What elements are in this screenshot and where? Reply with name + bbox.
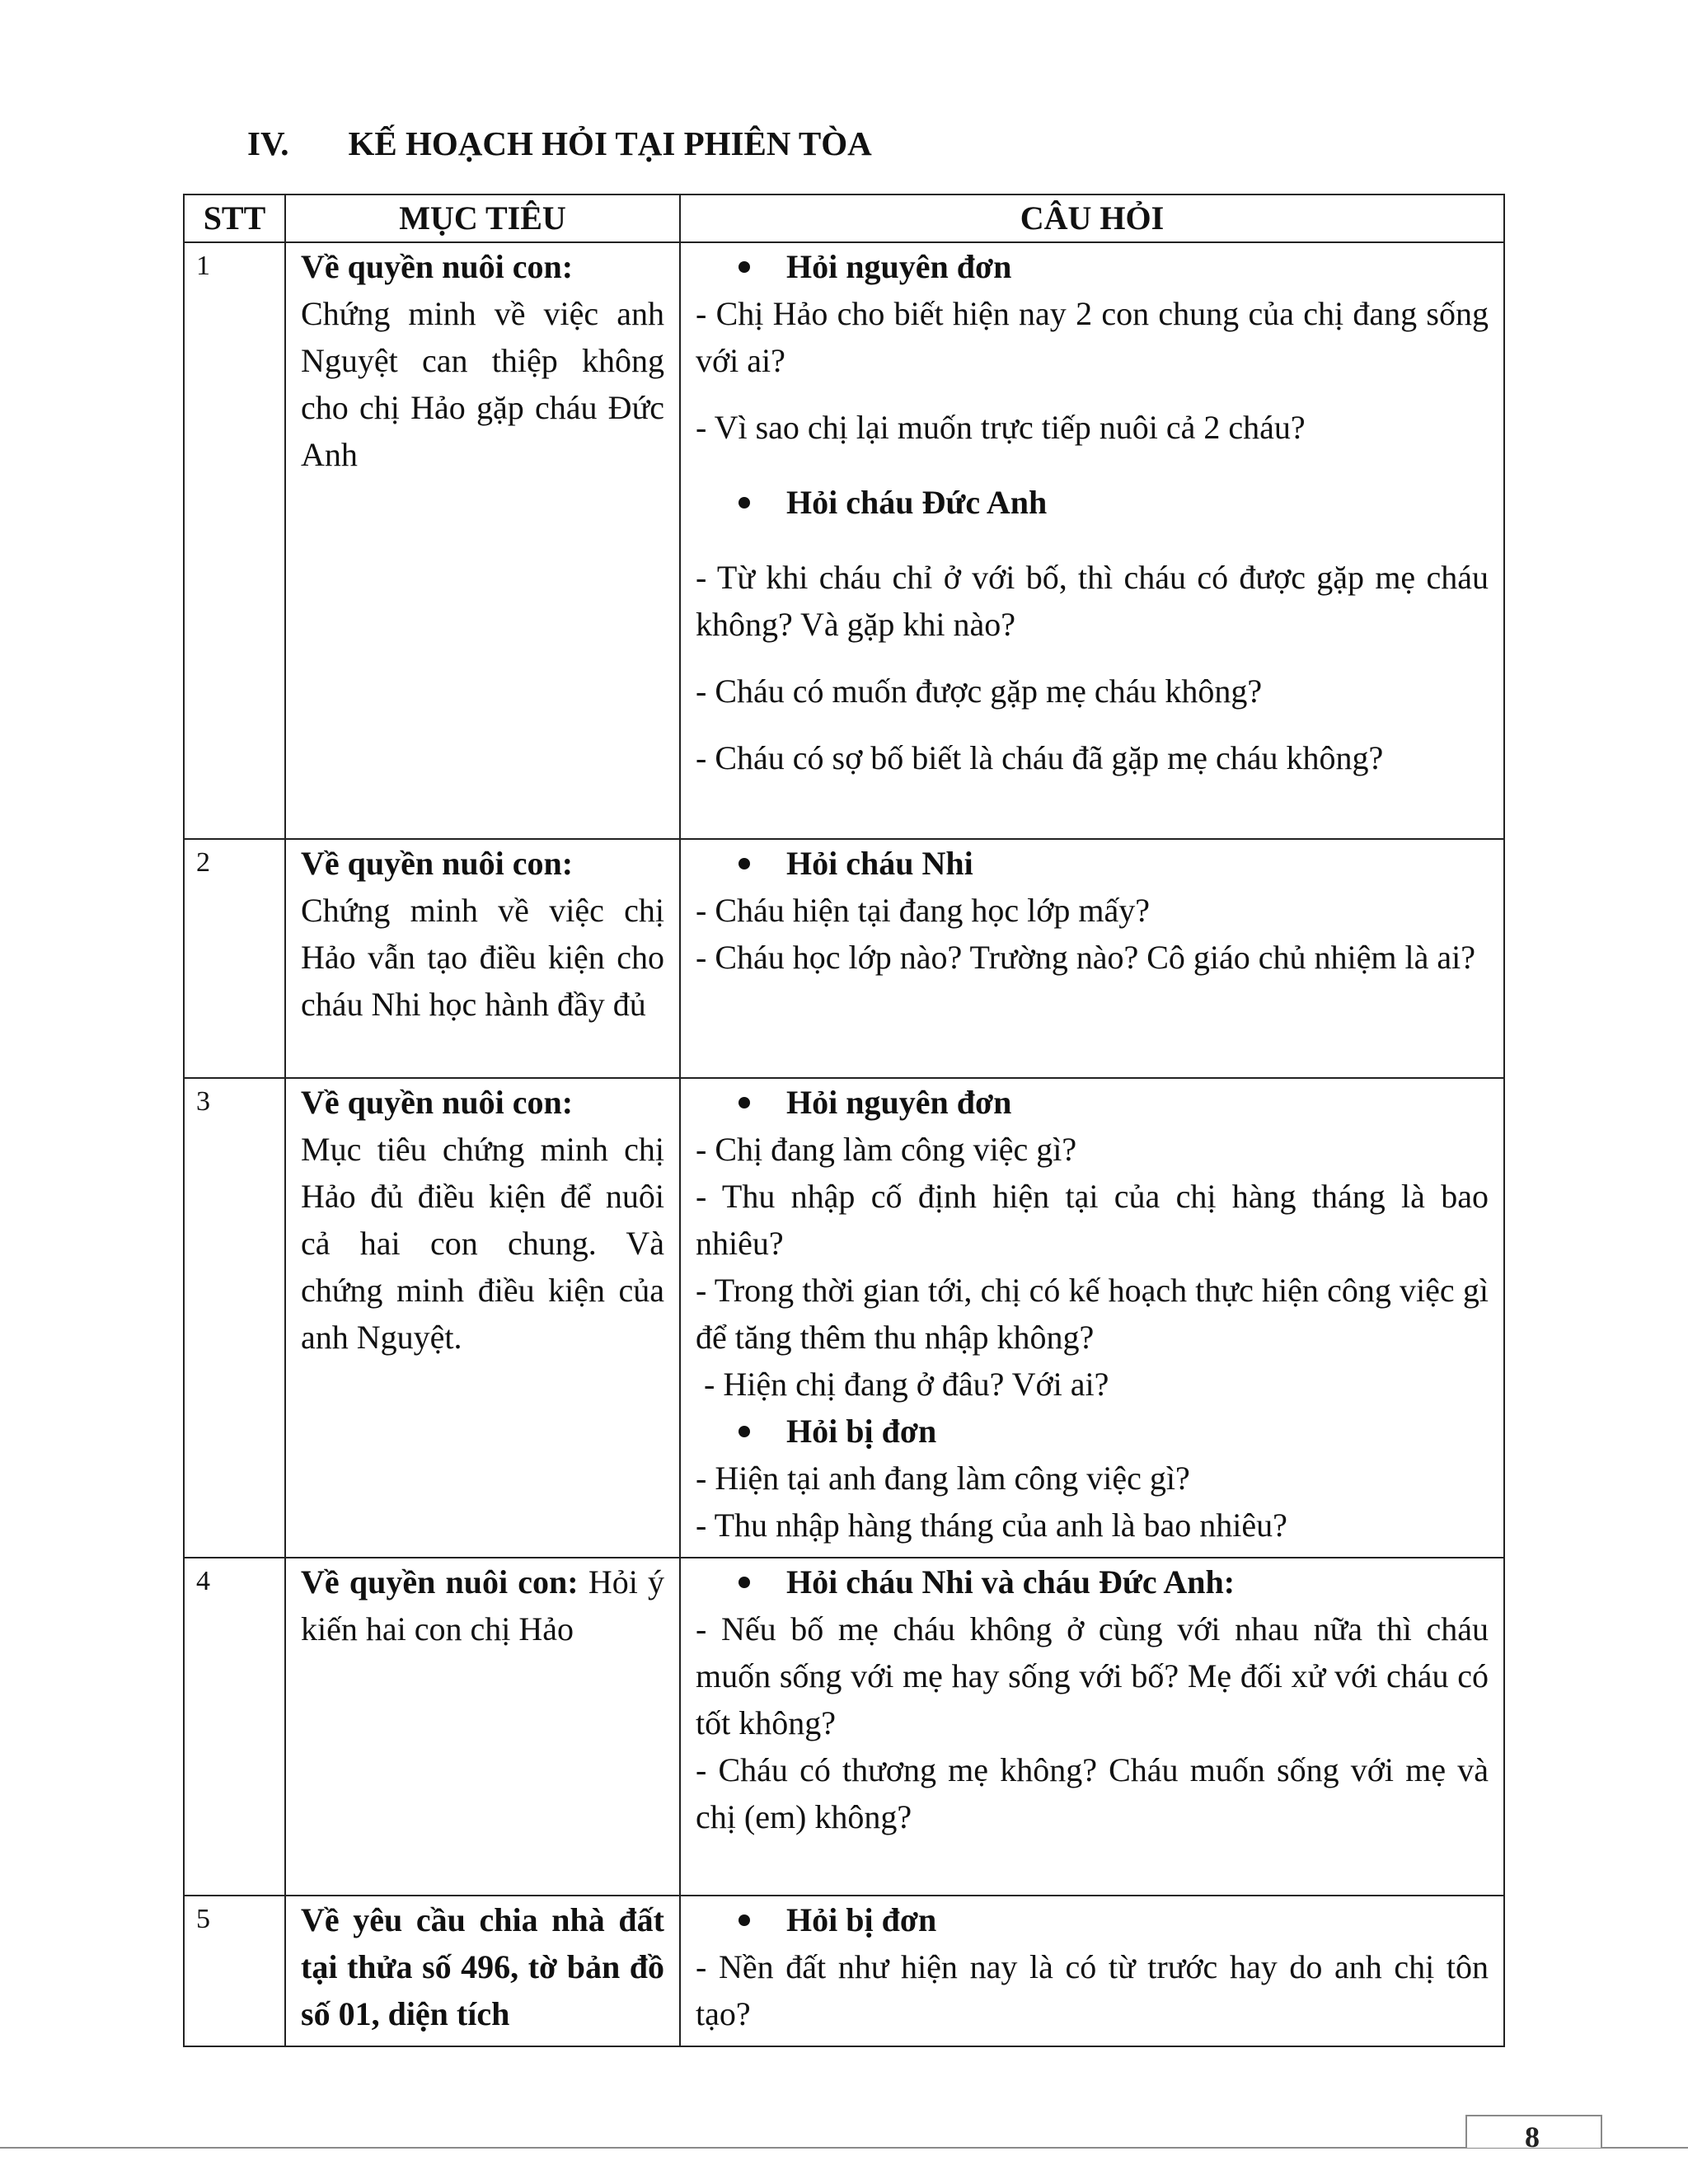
question-line: - Cháu hiện tại đang học lớp mấy? [696, 892, 1150, 929]
row-number: 5 [184, 1896, 285, 2046]
question-line: - Hiện chị đang ở đâu? Với ai? [696, 1366, 1109, 1403]
row-number: 1 [184, 242, 285, 839]
question-line: - Hiện tại anh đang làm công việc gì? [696, 1460, 1190, 1497]
bullet-icon [738, 1915, 750, 1926]
footer-rule [0, 2147, 1688, 2149]
table-header-row [184, 194, 1504, 242]
bullet-icon [738, 1577, 750, 1588]
goal-cell [285, 242, 680, 839]
goal-heading: Về quyền nuôi con: [301, 1084, 574, 1121]
question-line: - Cháu có muốn được gặp mẹ cháu không? [696, 673, 1263, 710]
header-questions: CÂU HỎI [680, 194, 1504, 242]
row-number: 4 [184, 1558, 285, 1896]
table-row [184, 1558, 1504, 1896]
goal-cell [285, 1078, 680, 1558]
goal-text: Mục tiêu chứng minh chị Hảo đủ điều kiện để nuôi cả hai con chung. Và chứng minh điều kiện của anh Nguyệt. [301, 1131, 664, 1356]
question-line: - Từ khi cháu chỉ ở với bố, thì cháu có được gặp mẹ cháu không? Và gặp khi nào? [696, 559, 1489, 643]
question-line: - Vì sao chị lại muốn trực tiếp nuôi cả 2 cháu? [696, 409, 1306, 446]
goal-heading: Về quyền nuôi con: [301, 845, 574, 882]
goal-cell [285, 839, 680, 1078]
respondent-bullet [738, 1408, 1489, 1455]
respondent-label: Hỏi cháu Nhi [786, 845, 973, 882]
question-line: - Chị đang làm công việc gì? [696, 1131, 1077, 1168]
goal-cell [285, 1896, 680, 2046]
question-line: - Trong thời gian tới, chị có kế hoạch thực hiện công việc gì để tăng thêm thu nhập không? [696, 1272, 1489, 1356]
section-heading [247, 124, 872, 163]
bullet-icon [738, 261, 750, 273]
goal-text: Chứng minh về việc anh Nguyệt can thiệp không cho chị Hảo gặp cháu Đức Anh [301, 295, 664, 473]
respondent-label: Hỏi nguyên đơn [786, 1084, 1012, 1121]
bullet-icon [738, 1426, 750, 1437]
header-goal: MỤC TIÊU [285, 194, 680, 242]
question-plan-table [183, 194, 1505, 2047]
section-title: KẾ HOẠCH HỎI TẠI PHIÊN TÒA [348, 124, 872, 162]
questions-cell [680, 1558, 1504, 1896]
questions-cell [680, 242, 1504, 839]
respondent-bullet [738, 1896, 1489, 1943]
bullet-icon [738, 858, 750, 869]
respondent-bullet [738, 1558, 1489, 1605]
respondent-label: Hỏi bị đơn [786, 1413, 937, 1450]
table-row [184, 242, 1504, 839]
header-stt: STT [184, 194, 285, 242]
bullet-icon [738, 1097, 750, 1108]
bullet-icon [738, 497, 750, 509]
question-line: - Cháu có thương mẹ không? Cháu muốn sống với mẹ và chị (em) không? [696, 1751, 1489, 1835]
respondent-bullet [738, 479, 1489, 526]
question-line: - Nền đất như hiện nay là có từ trước hay do anh chị tôn tạo? [696, 1948, 1489, 2032]
goal-text: Hỏi ý kiến hai con chị Hảo [301, 1563, 664, 1647]
row-number: 2 [184, 839, 285, 1078]
question-line: - Chị Hảo cho biết hiện nay 2 con chung của chị đang sống với ai? [696, 295, 1489, 379]
question-line: - Cháu có sợ bố biết là cháu đã gặp mẹ cháu không? [696, 739, 1384, 776]
questions-cell [680, 1078, 1504, 1558]
question-line: - Thu nhập hàng tháng của anh là bao nhiêu? [696, 1507, 1287, 1544]
question-line: - Cháu học lớp nào? Trường nào? Cô giáo chủ nhiệm là ai? [696, 939, 1476, 976]
questions-cell [680, 1896, 1504, 2046]
table-row [184, 1896, 1504, 2046]
goal-text: Chứng minh về việc chị Hảo vẫn tạo điều kiện cho cháu Nhi học hành đầy đủ [301, 892, 664, 1023]
goal-heading: Về yêu cầu chia nhà đất tại thửa số 496, tờ bản đồ số 01, diện tích [301, 1901, 664, 2032]
section-number: IV. [247, 124, 289, 162]
row-number: 3 [184, 1078, 285, 1558]
respondent-label: Hỏi nguyên đơn [786, 248, 1012, 285]
table-row [184, 1078, 1504, 1558]
respondent-bullet [738, 243, 1489, 290]
respondent-label: Hỏi cháu Đức Anh [786, 484, 1048, 521]
question-line: - Nếu bố mẹ cháu không ở cùng với nhau nữa thì cháu muốn sống với mẹ hay sống với bố? Mẹ đối xử với cháu có tốt không? [696, 1610, 1489, 1741]
table-row [184, 839, 1504, 1078]
goal-cell [285, 1558, 680, 1896]
goal-heading: Về quyền nuôi con: [301, 1563, 579, 1601]
questions-cell [680, 839, 1504, 1078]
goal-heading: Về quyền nuôi con: [301, 248, 574, 285]
respondent-bullet [738, 1079, 1489, 1126]
question-line: - Thu nhập cố định hiện tại của chị hàng tháng là bao nhiêu? [696, 1178, 1489, 1262]
respondent-bullet [738, 840, 1489, 887]
page-number: 8 [1525, 2121, 1540, 2154]
respondent-label: Hỏi bị đơn [786, 1901, 937, 1938]
respondent-label: Hỏi cháu Nhi và cháu Đức Anh: [786, 1563, 1236, 1601]
